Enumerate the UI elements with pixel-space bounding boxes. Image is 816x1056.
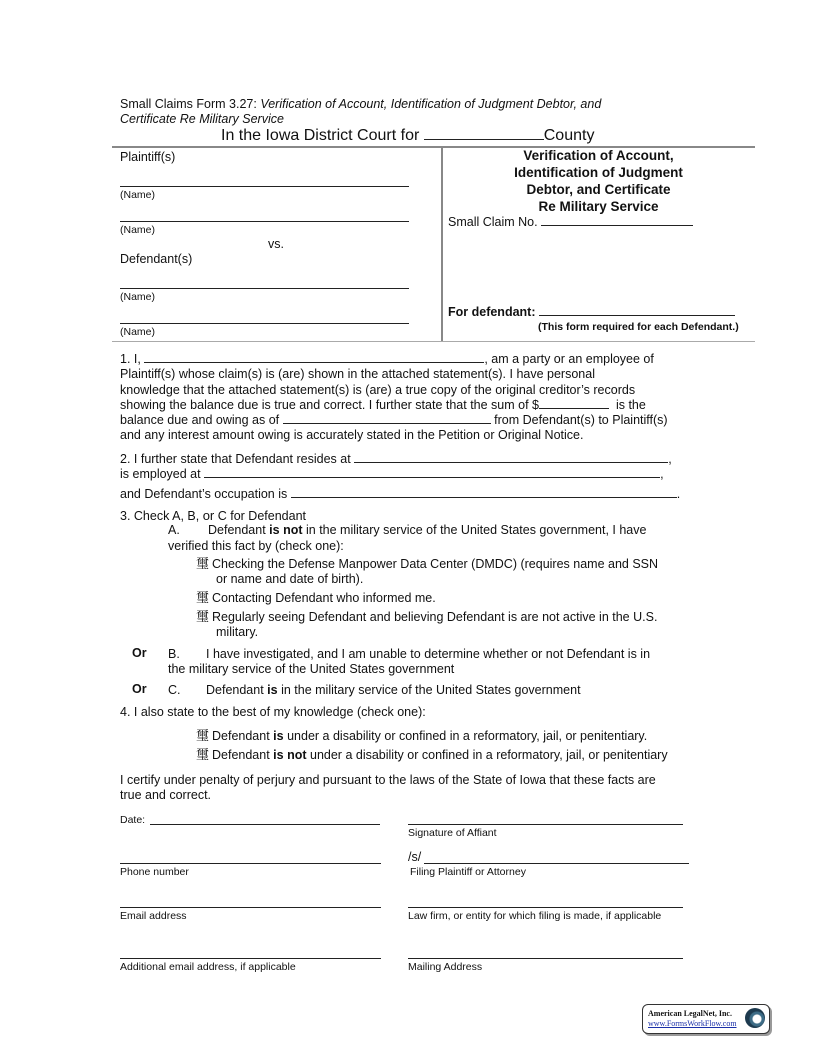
- defendant-employer-field[interactable]: [204, 467, 660, 478]
- required-note: (This form required for each Defendant.): [538, 321, 739, 333]
- additional-email-caption: Additional email address, if applicable: [120, 961, 296, 973]
- disability-option-2: [196, 748, 668, 762]
- defendant-name-field-2[interactable]: [120, 323, 409, 324]
- court-heading: [221, 127, 594, 145]
- military-option-3: [196, 610, 657, 640]
- s3-text: I have investigated, and I am unable to determine whether or not Defendant is in: [206, 647, 651, 661]
- s4-bold: is: [273, 729, 284, 743]
- option-text: Checking the Defense Manpower Data Center (DMDC) (requires name and SSN: [212, 557, 659, 571]
- for-defendant-field[interactable]: [539, 305, 735, 316]
- s1-line5: [120, 413, 668, 428]
- s2-text: 2. I further state that Defendant resides at: [120, 452, 351, 466]
- s3-text: 3. Check A, B,: [120, 509, 200, 523]
- checkbox-is-not-disabled[interactable]: 璽: [196, 748, 210, 763]
- checkbox-dmdc[interactable]: 璽: [196, 557, 210, 572]
- s1-text: balance due and owing as of: [120, 413, 280, 428]
- s4-intro: 4. I also state to the best of my knowledge (check one):: [120, 705, 426, 719]
- email-caption: Email address: [120, 910, 187, 922]
- defendant-name-field-1[interactable]: [120, 288, 409, 289]
- signature-caption: Signature of Affiant: [408, 827, 497, 839]
- filing-signature-field[interactable]: [424, 863, 689, 864]
- law-firm-caption: Law firm, or entity for which filing is made, if applicable: [408, 910, 662, 922]
- s1-text: showing the balance due is true and correct. I further state that the sum of $: [120, 397, 539, 412]
- court-prefix: In the Iowa District Court for: [221, 127, 420, 144]
- defendant-residence-field[interactable]: [354, 452, 668, 463]
- checkbox-regularly-seeing[interactable]: 璽: [196, 610, 210, 625]
- title-line: Identification of Judgment: [514, 165, 683, 180]
- certify-line: true and correct.: [120, 788, 212, 802]
- checkbox-contacting[interactable]: 璽: [196, 591, 210, 606]
- period: .: [676, 487, 681, 501]
- county-field[interactable]: [424, 127, 544, 140]
- affiant-signature-field[interactable]: [408, 824, 683, 825]
- name-caption: (Name): [120, 326, 156, 338]
- s2-text: is employed at: [120, 467, 201, 481]
- certify-line: I certify under penalty of perjury and pursuant to the laws of the State of Iowa that these facts are: [120, 773, 656, 787]
- caption-bottom-border: [112, 341, 755, 342]
- small-claim-number-field[interactable]: [541, 215, 693, 226]
- filing-caption: Filing Plaintiff or Attorney: [410, 866, 526, 878]
- s3-a-line2: verified this fact by (check one):: [168, 539, 344, 553]
- comma: ,: [660, 467, 664, 481]
- s3-or: or: [202, 508, 215, 523]
- defendant-occupation-field[interactable]: [291, 487, 677, 498]
- s3-text: C for Defendant: [217, 509, 306, 523]
- option-text: military.: [216, 625, 259, 639]
- form-heading-line1: [120, 97, 601, 111]
- s1-text: from Defendant(s) to Plaintiff(s): [494, 413, 668, 428]
- s3-bold: is: [267, 683, 278, 697]
- plaintiffs-label: Plaintiff(s): [120, 150, 176, 164]
- for-defendant-label: For defendant:: [448, 305, 536, 319]
- title-line: Re Military Service: [538, 199, 659, 214]
- date-label: Date:: [120, 814, 146, 826]
- s2-line2: [120, 467, 664, 481]
- s3-text: Defendant: [206, 683, 264, 697]
- s3-bold: is not: [269, 523, 303, 537]
- title-line: Verification of Account,: [523, 148, 674, 163]
- vs-label: vs.: [268, 237, 284, 251]
- defendants-label: Defendant(s): [120, 252, 193, 266]
- s3-text: the military service of the United States government: [168, 662, 455, 676]
- or-label: Or: [132, 682, 147, 696]
- globe-icon: [745, 1008, 765, 1028]
- s3-option-b: [168, 647, 650, 677]
- s3-text: in the military service of the United States government, I have: [306, 523, 647, 537]
- small-claim-row: [448, 215, 693, 229]
- s3-text: in the military service of the United States government: [281, 683, 581, 697]
- law-firm-field[interactable]: [408, 907, 683, 908]
- plaintiff-name-field-1[interactable]: [120, 186, 409, 187]
- form-title-part1: Verification of Account, Identification of Judgment Debtor, and: [260, 97, 602, 111]
- certification-statement: [120, 773, 656, 803]
- mailing-address-caption: Mailing Address: [408, 961, 483, 973]
- s1-line4: [120, 398, 668, 413]
- s2-text: Defendant’s occupation is: [144, 487, 288, 501]
- small-claim-label: Small Claim No.: [448, 215, 538, 229]
- option-letter: C.: [168, 683, 181, 697]
- s2-text: and: [120, 487, 141, 501]
- s1-text: 1. I,: [120, 352, 141, 366]
- option-letter: B.: [168, 647, 180, 661]
- s3-option-a: [168, 523, 646, 537]
- option-text: Contacting Defendant who informed me.: [212, 591, 436, 605]
- american-legalnet-logo[interactable]: [642, 1004, 770, 1034]
- s4-text: under a disability or confined in a reformatory, jail, or penitentiary: [310, 748, 668, 762]
- logo-url-link[interactable]: www.FormsWorkFlow.com: [648, 1019, 737, 1028]
- option-text: or name and date of birth).: [216, 572, 364, 586]
- s1-line3: knowledge that the attached statement(s) is (are) a true copy of the original creditor’s records: [120, 382, 636, 397]
- checkbox-is-disabled[interactable]: 璽: [196, 729, 210, 744]
- balance-amount-field[interactable]: [539, 398, 609, 409]
- s2-line1: [120, 452, 672, 466]
- additional-email-field[interactable]: [120, 958, 381, 959]
- name-caption: (Name): [120, 224, 156, 236]
- option-letter: A.: [168, 523, 180, 537]
- option-text: Regularly seeing Defendant and believing Defendant is are not active in the U.S.: [212, 610, 658, 624]
- s-prefix: /s/: [408, 850, 422, 864]
- affiant-name-field[interactable]: [144, 352, 484, 363]
- military-option-1: [196, 557, 658, 587]
- form-number: Small Claims Form 3.27:: [120, 97, 257, 111]
- mailing-address-field[interactable]: [408, 958, 683, 959]
- s1-text: is the: [615, 397, 646, 412]
- balance-date-field[interactable]: [283, 413, 491, 424]
- email-field[interactable]: [120, 907, 381, 908]
- phone-caption: Phone number: [120, 866, 189, 878]
- s4-text: under a disability or confined in a reformatory, jail, or penitentiary.: [287, 729, 648, 743]
- s1-line1: [120, 352, 668, 367]
- or-label: Or: [132, 646, 147, 660]
- s4-text: Defendant: [212, 729, 270, 743]
- name-caption: (Name): [120, 189, 156, 201]
- s3-text: Defendant: [208, 523, 266, 537]
- name-caption: (Name): [120, 291, 156, 303]
- s4-text: Defendant: [212, 748, 270, 762]
- s1-line2: Plaintiff(s) whose claim(s) is (are) shown in the attached statement(s). I have personal: [120, 367, 595, 382]
- comma: ,: [668, 452, 672, 466]
- document-title: [442, 147, 755, 215]
- s2-line3: [120, 487, 680, 501]
- date-field[interactable]: [150, 824, 380, 825]
- logo-company: American LegalNet, Inc.: [648, 1009, 732, 1018]
- s1-line6: and any interest amount owing is accurately stated in the Petition or Original Notice.: [120, 428, 584, 443]
- military-option-2: [196, 591, 436, 605]
- s3-intro: [120, 508, 306, 523]
- form-title-part2: Certificate Re Military Service: [120, 112, 284, 126]
- s3-option-c: [168, 683, 581, 697]
- section-1: [120, 352, 668, 444]
- plaintiff-name-field-2[interactable]: [120, 221, 409, 222]
- phone-field[interactable]: [120, 863, 381, 864]
- title-line: Debtor, and Certificate: [526, 182, 671, 197]
- court-suffix: County: [543, 127, 595, 144]
- s4-bold: is not: [273, 748, 307, 762]
- disability-option-1: [196, 729, 647, 743]
- for-defendant-row: [448, 305, 735, 319]
- s1-text: , am a party or an employee of: [484, 352, 654, 366]
